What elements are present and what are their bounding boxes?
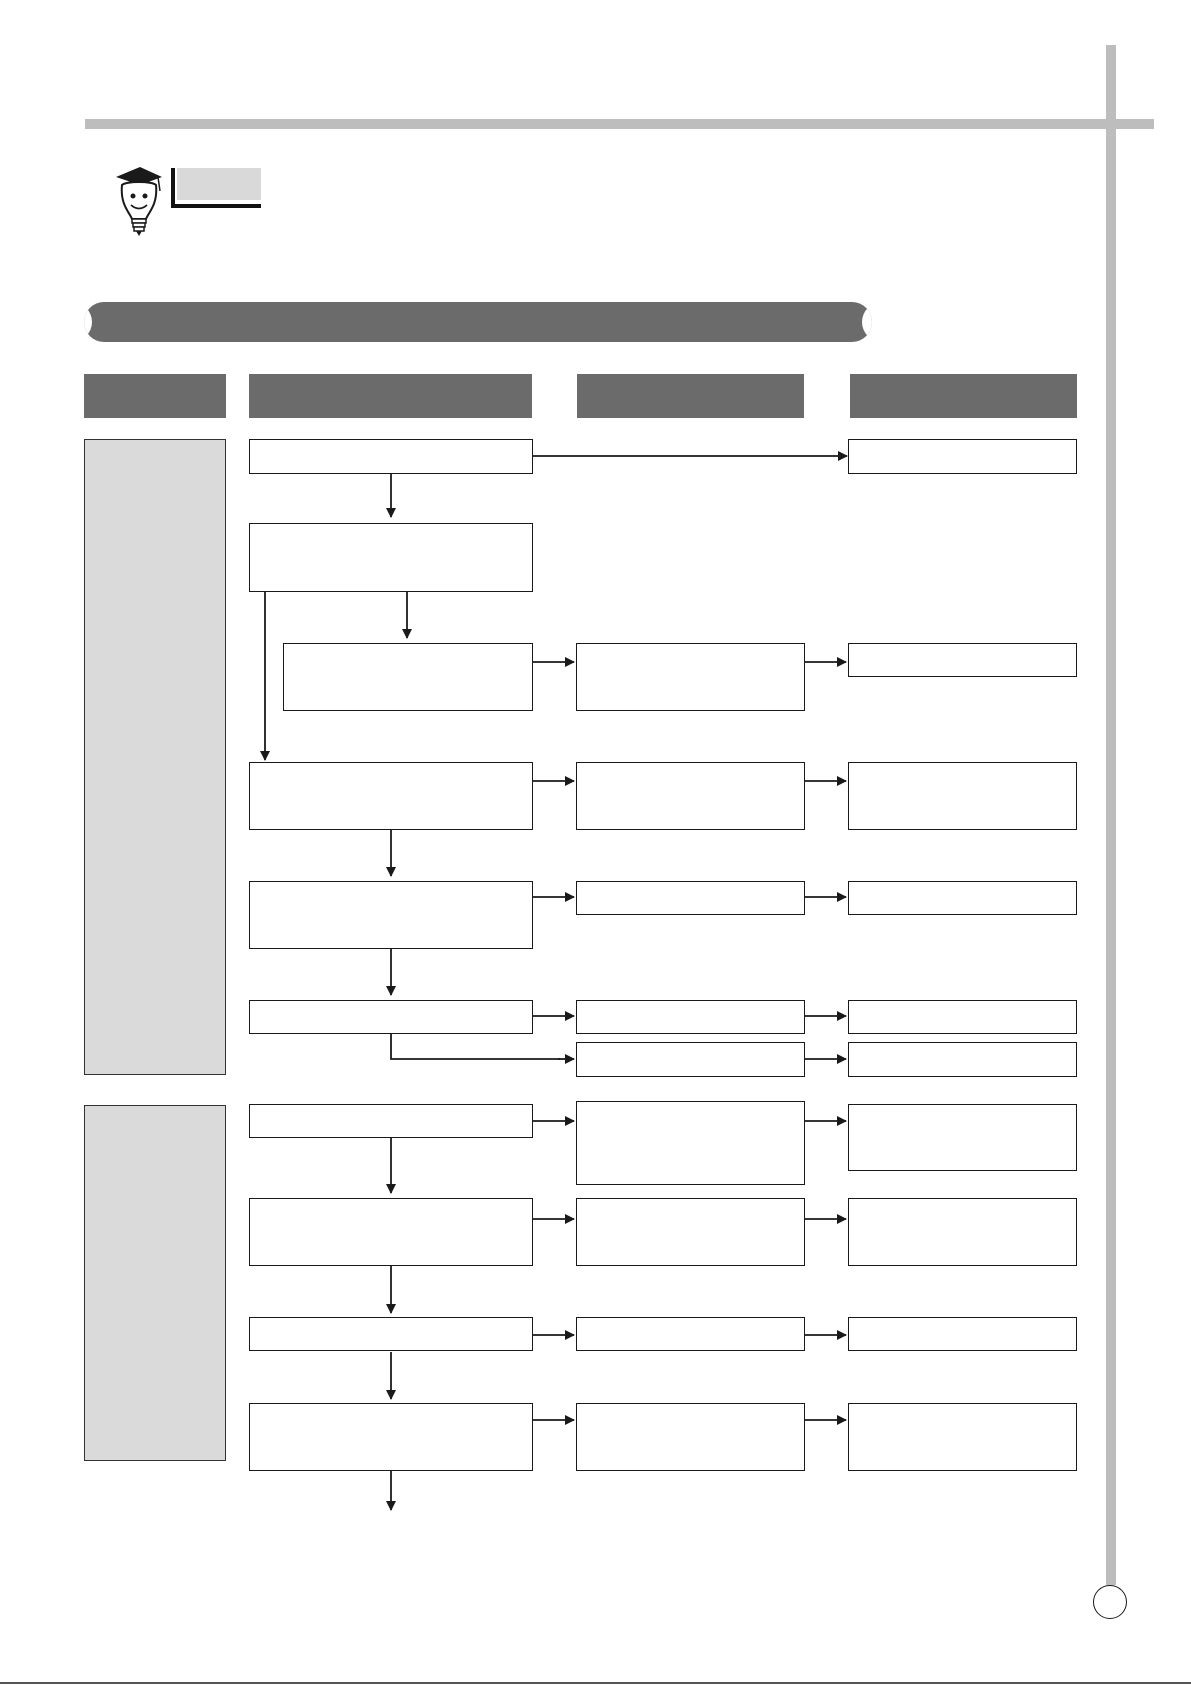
step-box <box>249 1198 533 1266</box>
step-box <box>283 643 533 711</box>
remedy-box <box>848 881 1077 915</box>
remedy-box <box>848 1042 1077 1077</box>
remedy-box <box>848 439 1077 474</box>
remedy-box <box>848 1000 1077 1034</box>
cause-box <box>576 643 805 711</box>
bottom-edge-line <box>0 1682 1191 1684</box>
cause-box <box>576 1101 805 1185</box>
remedy-box <box>848 762 1077 830</box>
remedy-box <box>848 1104 1077 1171</box>
step-box <box>249 762 533 830</box>
page-number-circle <box>1093 1585 1127 1619</box>
remedy-box <box>848 1198 1077 1266</box>
step-box <box>249 439 533 474</box>
step-box <box>249 1104 533 1138</box>
arrow-branch-path <box>391 1033 560 1059</box>
remedy-box <box>848 643 1077 677</box>
step-box <box>249 1317 533 1351</box>
cause-box <box>576 762 805 830</box>
step-box <box>249 1000 533 1034</box>
cause-box <box>576 1317 805 1351</box>
cause-box <box>576 1042 805 1077</box>
cause-box <box>576 1403 805 1471</box>
cause-box <box>576 1198 805 1266</box>
remedy-box <box>848 1403 1077 1471</box>
cause-box <box>576 1000 805 1034</box>
step-box <box>249 1403 533 1471</box>
step-box <box>249 881 533 949</box>
remedy-box <box>848 1317 1077 1351</box>
cause-box <box>576 881 805 915</box>
step-box <box>249 523 533 592</box>
